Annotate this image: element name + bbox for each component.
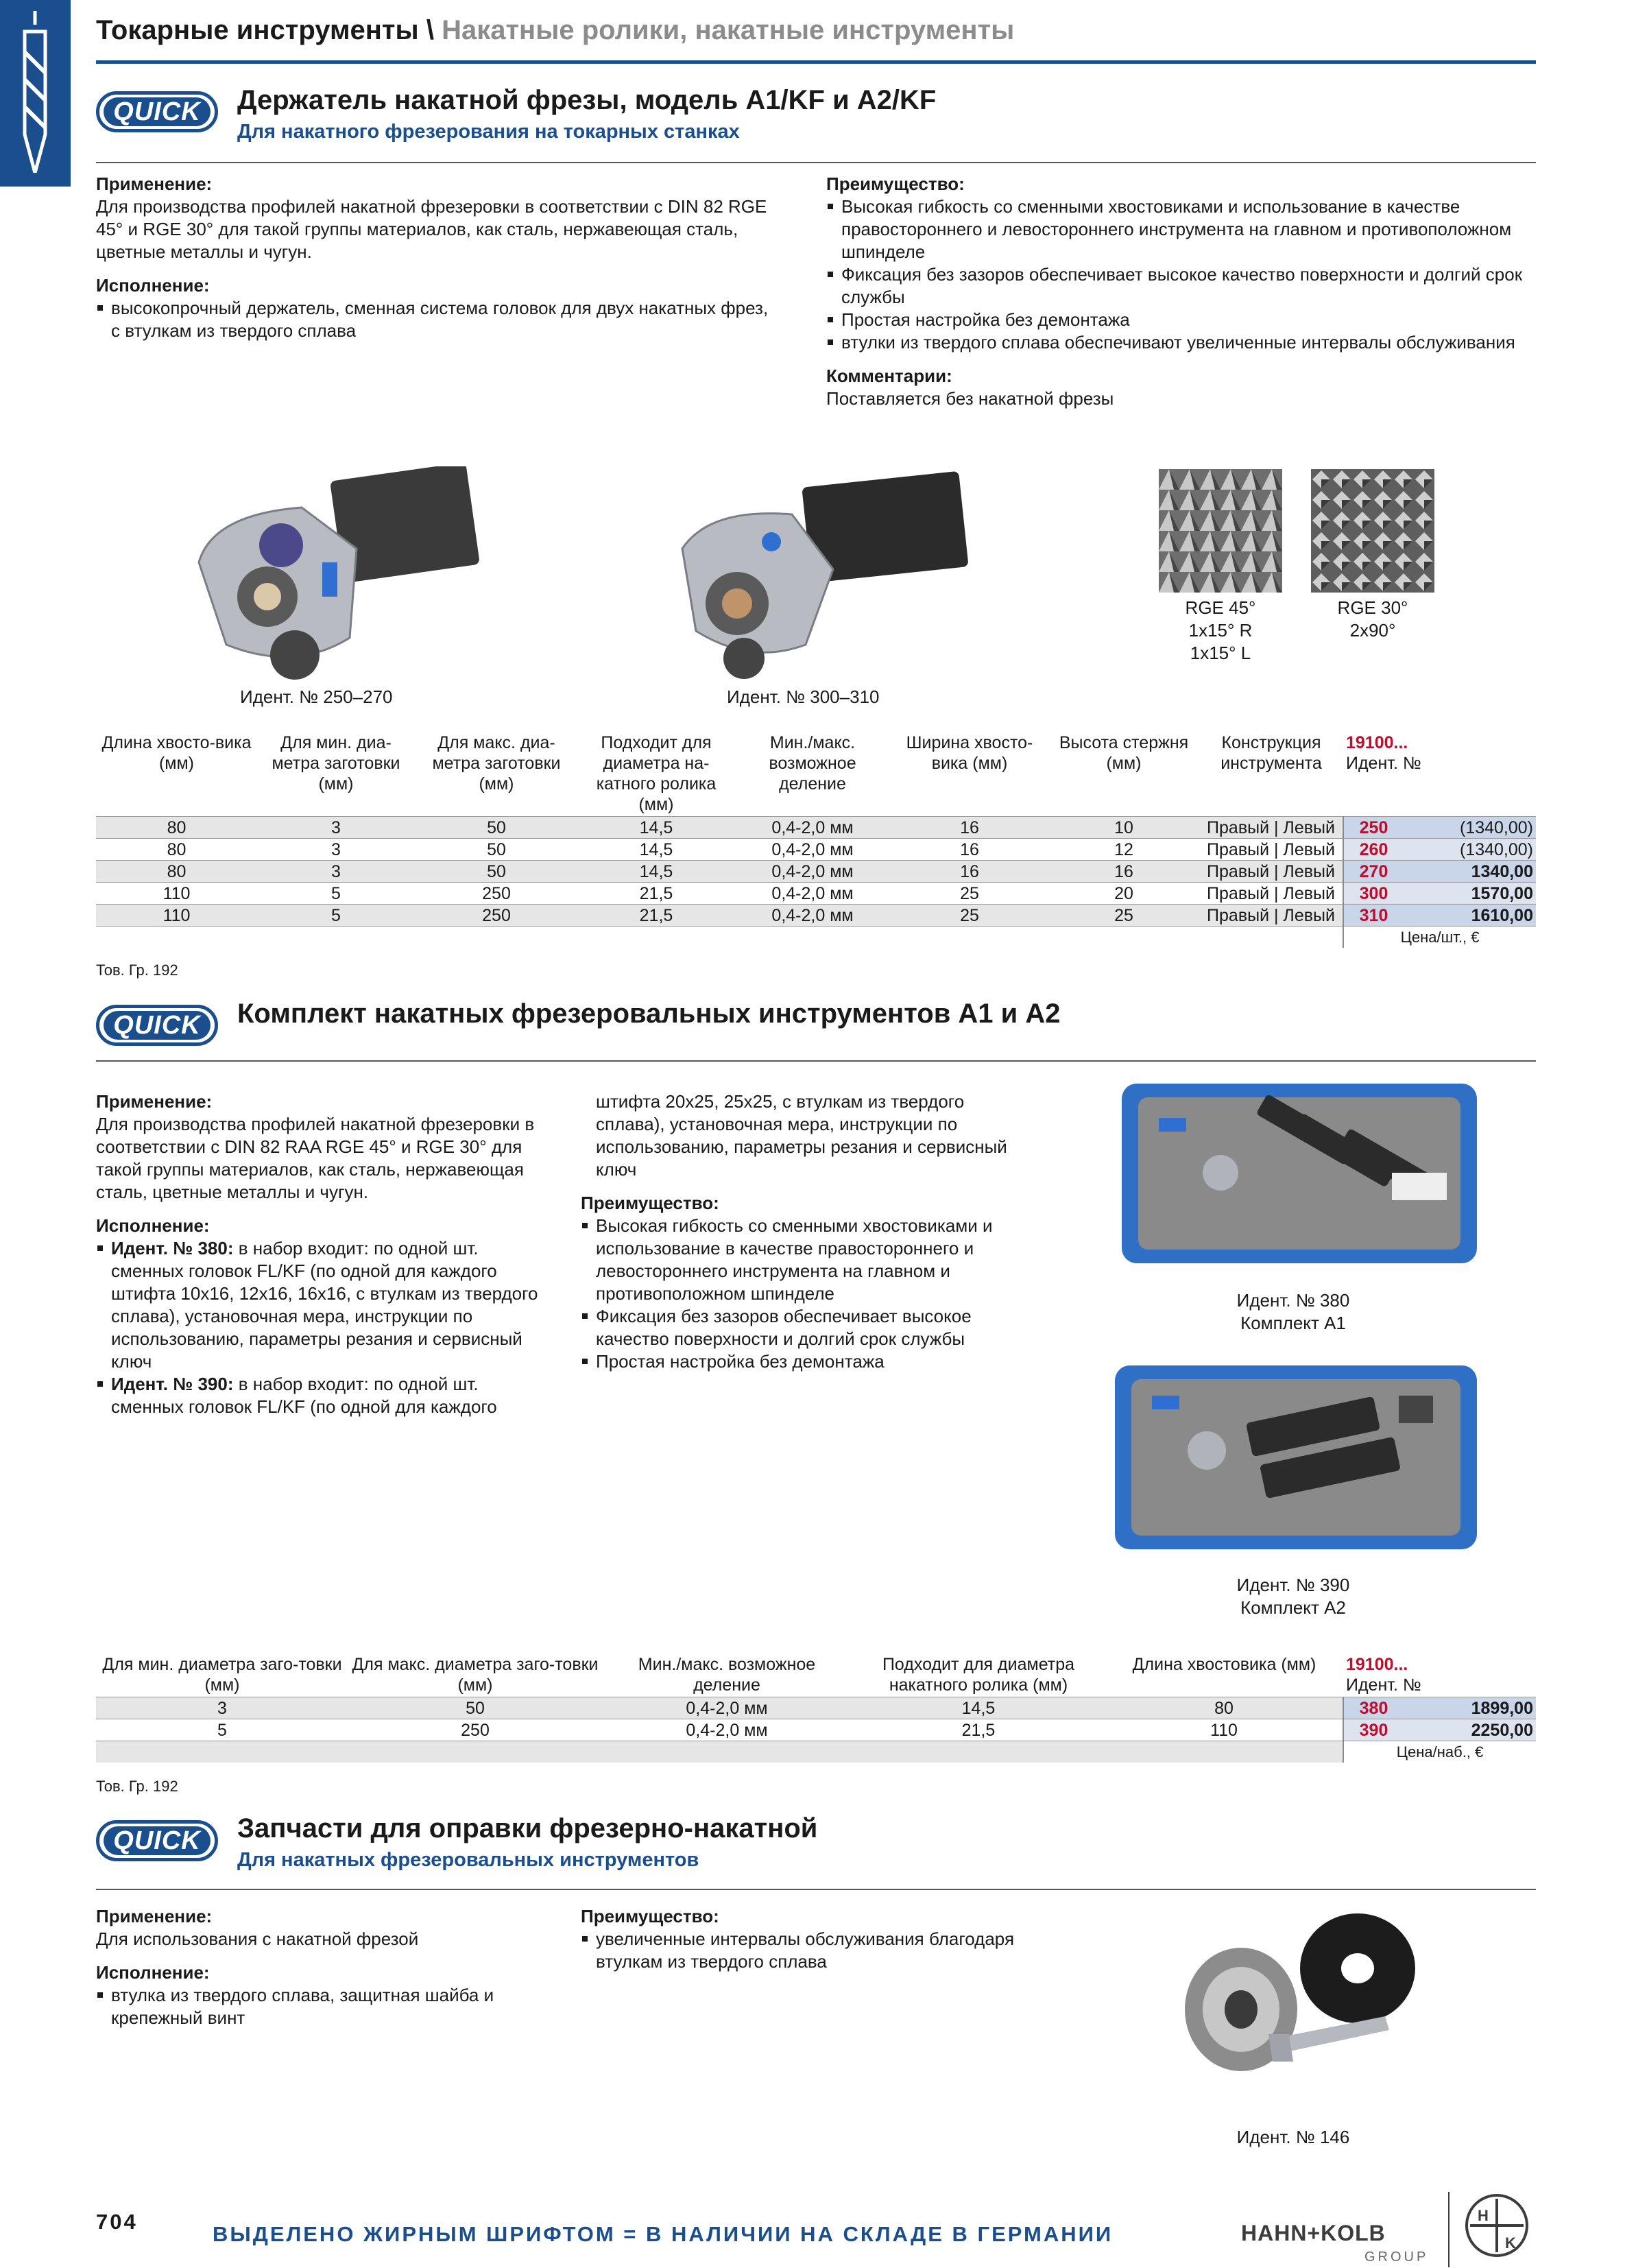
section1-rule: [96, 162, 1536, 163]
section3-rule: [96, 1889, 1536, 1890]
knurl-pattern-rge45: [1159, 469, 1282, 596]
table-row: 80 3 50 14,5 0,4-2,0 мм 16 16 Правый | Левый 270 1340,00: [96, 861, 1536, 883]
table-row: 80 3 50 14,5 0,4-2,0 мм 16 12 Правый | Левый 260 (1340,00): [96, 839, 1536, 861]
section1-left-text: [96, 173, 782, 353]
execution-heading: Исполнение:: [96, 1962, 210, 1983]
section3-col1: [96, 1905, 549, 2040]
table-row: 110 5 250 21,5 0,4-2,0 мм 25 25 Правый | Левый 310 1610,00: [96, 905, 1536, 927]
section2-title: Комплект накатных фрезеровальных инструментов A1 и A2: [237, 999, 1061, 1029]
holder1-caption: Идент. № 250–270: [240, 687, 393, 707]
header-separator: \: [426, 15, 434, 45]
advantage-heading: Преимущество:: [826, 174, 965, 194]
group-note-2: Тов. Гр. 192: [96, 1778, 178, 1795]
advantage-item: Простая настройка без демонтажа: [581, 1350, 1020, 1373]
group-note-1: Тов. Гр. 192: [96, 962, 178, 979]
section3-subtitle: Для накатных фрезеровальных инструментов: [237, 1849, 699, 1871]
table-row: 5 250 0,4-2,0 мм 21,5 110 390 2250,00: [96, 1719, 1536, 1741]
execution-item: Идент. № 390: в набор входит: по одной шт. сменных головок FL/KF (по одной для каждого: [96, 1373, 549, 1418]
col-header: Для мин. диа-метра заготовки (мм): [272, 733, 400, 793]
col-header: Для мин. диаметра заго-товки (мм): [102, 1655, 342, 1695]
col-header: Мин./макс. возможное деление: [769, 733, 856, 793]
col-header: Для макс. диаметра заго-товки (мм): [352, 1655, 599, 1695]
header-subtitle: Накатные ролики, накатные инструменты: [442, 15, 1015, 45]
col-header: Подходит для диаметра на-катного ролика (мм): [596, 733, 717, 814]
table-row: 110 5 250 21,5 0,4-2,0 мм 25 20 Правый | Левый 300 1570,00: [96, 883, 1536, 905]
advantage-heading: Преимущество:: [581, 1906, 719, 1926]
comments-text: Поставляется без накатной фрезы: [826, 388, 1114, 409]
page-header: [96, 15, 1014, 46]
quick-badge: QUICK: [96, 1820, 218, 1861]
advantage-item: увеличенные интервалы обслуживания благодаря втулкам из твердого сплава: [581, 1928, 1020, 1973]
execution-heading: Исполнение:: [96, 1215, 210, 1236]
col-header: Длина хвостовика (мм): [1132, 1655, 1316, 1674]
kit-a1-caption: Идент. № 380 Комплект A1: [1236, 1290, 1350, 1333]
col-header: Конструкция инструмента: [1220, 733, 1322, 773]
footer-logo-group: GROUP: [1364, 2249, 1429, 2265]
id-header: 19100... Идент. №: [1346, 733, 1421, 773]
advantage-item: Фиксация без зазоров обеспечивает высокое качество поверхности и долгий срок службы: [826, 263, 1539, 309]
page-number: 704: [96, 2210, 138, 2234]
drill-icon: [11, 11, 59, 173]
col-header: Подходит для диаметра накатного ролика (мм): [882, 1655, 1075, 1695]
holder2-caption: Идент. № 300–310: [727, 687, 880, 707]
header-title: Токарные инструменты: [96, 15, 419, 45]
knurl2-caption: RGE 30° 2x90°: [1337, 597, 1408, 641]
chapter-tab: [0, 0, 71, 187]
execution-continuation: штифта 20x25, 25x25, с втулкам из твердого сплава), установочная мера, инструкции по использованию, параметры резания и сервисный ключ: [596, 1091, 1007, 1180]
kit-a2-photo: [1111, 1354, 1481, 1557]
spare-parts-photo: [1179, 1900, 1426, 2102]
id-header: 19100... Идент. №: [1346, 1655, 1421, 1695]
spare-parts-caption: Идент. № 146: [1236, 2127, 1350, 2147]
advantage-item: Простая настройка без демонтажа: [826, 309, 1539, 331]
application-text: Для производства профилей накатной фрезеровки в соответствии с DIN 82 RAA RGE 45° и RGE 30° для такой группы материалов, как сталь, нержавеющая сталь, цветные металлы и чугун.: [96, 1114, 535, 1202]
advantage-item: Высокая гибкость со сменными хвостовиками и использование в качестве правостороннего и левостороннего инструмента на главном и противоположном шпинделе: [581, 1215, 1020, 1305]
application-text: Для производства профилей накатной фрезеровки в соответствии с DIN 82 RGE 45° и RGE 30° для такой группы материалов, как сталь, нержавеющая сталь, цветные металлы и чугун.: [96, 196, 767, 262]
footer-note: ВЫДЕЛЕНО ЖИРНЫМ ШРИФТОМ = В НАЛИЧИИ НА СКЛАДЕ В ГЕРМАНИИ: [213, 2222, 1114, 2246]
section2-col2: [581, 1090, 1020, 1384]
execution-heading: Исполнение:: [96, 275, 210, 296]
price-note-row: Цена/наб., €: [96, 1741, 1536, 1763]
col-header: Ширина хвосто-вика (мм): [906, 733, 1033, 773]
footer-divider: [1448, 2192, 1449, 2267]
table-row: 3 50 0,4-2,0 мм 14,5 80 380 1899,00: [96, 1697, 1536, 1719]
section1-right-text: [826, 173, 1539, 421]
header-rule: [96, 60, 1536, 64]
holder-table: [96, 731, 1536, 948]
col-header: Для макс. диа-метра заготовки (мм): [432, 733, 561, 793]
knurl1-caption: RGE 45° 1x15° R 1x15° L: [1185, 597, 1256, 663]
advantage-item: Высокая гибкость со сменными хвостовиками и использование в качестве правостороннего и левостороннего инструмента на главном и противоположном шпинделе: [826, 195, 1539, 263]
knurl-pattern-rge30: [1311, 469, 1434, 596]
advantage-item: втулки из твердого сплава обеспечивают увеличенные интервалы обслуживания: [826, 331, 1539, 354]
svg-text:K: K: [1505, 2234, 1516, 2252]
knurl-holder-photo-1: [185, 466, 487, 689]
application-heading: Применение:: [96, 174, 213, 194]
advantage-item: Фиксация без зазоров обеспечивает высокое качество поверхности и долгий срок службы: [581, 1305, 1020, 1350]
advantage-heading: Преимущество:: [581, 1193, 719, 1213]
kit-a2-caption: Идент. № 390 Комплект A2: [1236, 1575, 1350, 1618]
price-note-row: Цена/шт., €: [96, 927, 1536, 948]
col-header: Длина хвосто-вика (мм): [101, 733, 252, 773]
svg-text:H: H: [1478, 2207, 1489, 2224]
execution-item: Идент. № 380: в набор входит: по одной шт. сменных головок FL/KF (по одной для каждого штифта 10x16, 12x16, 16x16, с втулкам из твердого сплава), установочная мера, инструкции по использованию, параметры резания и сервисный ключ: [96, 1237, 549, 1373]
kit-table: [96, 1653, 1536, 1763]
col-header: Мин./макс. возможное деление: [638, 1655, 816, 1695]
section1-subtitle: Для накатного фрезерования на токарных станках: [237, 121, 740, 143]
kit-a1-photo: [1118, 1070, 1481, 1272]
section1-title: Держатель накатной фрезы, модель A1/KF и A2/KF: [237, 85, 937, 115]
application-heading: Применение:: [96, 1906, 213, 1926]
section3-col2: [581, 1905, 1020, 1984]
footer-logo-text: HAHN+KOLB: [1241, 2221, 1386, 2245]
execution-item: втулка из твердого сплава, защитная шайба и крепежный винт: [96, 1984, 549, 2029]
execution-item: высокопрочный держатель, сменная система головок для двух накатных фрез, с втулкам из твердого сплава: [96, 297, 782, 342]
application-text: Для использования с накатной фрезой: [96, 1929, 419, 1949]
col-header: Высота стержня (мм): [1059, 733, 1189, 773]
section2-rule: [96, 1060, 1536, 1062]
hk-logo-icon: [1465, 2193, 1529, 2261]
comments-heading: Комментарии:: [826, 366, 952, 386]
section3-title: Запчасти для оправки фрезерно-накатной: [237, 1813, 818, 1843]
quick-badge: QUICK: [96, 1005, 218, 1046]
application-heading: Применение:: [96, 1091, 213, 1112]
table-row: 80 3 50 14,5 0,4-2,0 мм 16 10 Правый | Левый 250 (1340,00): [96, 817, 1536, 839]
knurl-holder-photo-2: [669, 466, 970, 689]
quick-badge: QUICK: [96, 91, 218, 132]
section2-col1: [96, 1090, 549, 1429]
